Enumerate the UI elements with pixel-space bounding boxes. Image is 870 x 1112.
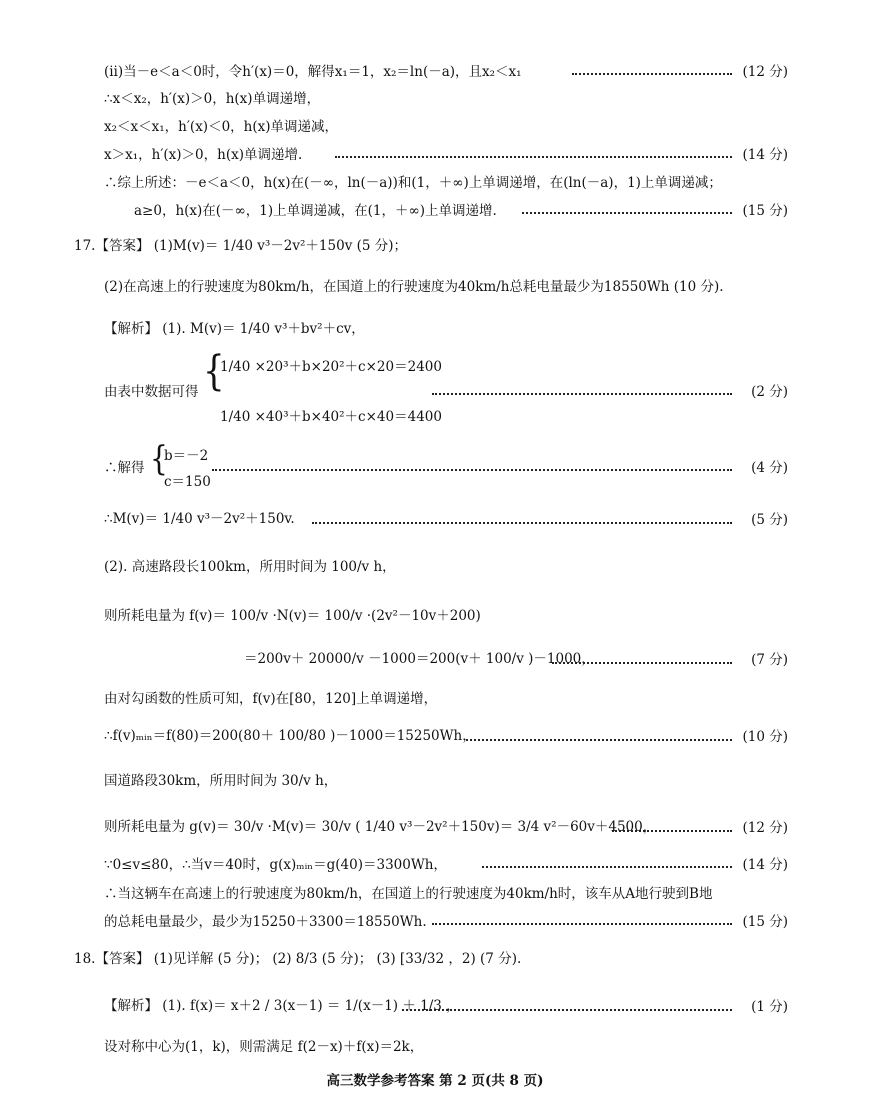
equation-text: b＝－2 [164,448,209,464]
equation-text: c＝150 [164,474,211,490]
line-case-ii [0,60,870,84]
dot-leader [402,1009,732,1011]
line-summary-1 [0,171,870,195]
score-label: (14 分) [742,147,788,163]
line-text: ＝200v＋ 20000/v －1000＝200(v＋ 100/v )－1000， [244,651,595,667]
line-text: 由对勾函数的性质可知，f(v)在[80，120]上单调递增， [104,691,438,707]
line-text: (2)在高速上的行驶速度为80km/h，在国道上的行驶速度为40km/h总耗电量最少为18550Wh (10 分). [104,279,724,295]
line-text: ∴解得 [104,460,145,476]
score-label: (7 分) [751,652,788,668]
national-road-time [0,762,870,802]
national-road-min [0,853,870,877]
score-label: (2 分) [751,384,788,400]
line-text: (ⅱ)当－e＜a＜0时，令h′(x)＝0，解得x₁＝1，x₂＝ln(－a)，且x₂＜x₁ [104,64,522,80]
equation-text: 1/40 ×20³＋b×20²＋c×20＝2400 [220,359,442,375]
equation-text: 1/40 ×40³＋b×40²＋c×40＝4400 [220,409,442,425]
symmetry-center [0,1035,870,1059]
q17-analysis-start [0,310,870,350]
line-text: 则所耗电量为 g(v)＝ 30/v ·M(v)＝ 30/v ( 1/40 v³－2v²＋150v)＝ 3/4 v²－60v＋4500， [104,819,657,835]
line-text: x₂＜x＜x₁，h′(x)＜0，h(x)单调递减， [104,119,339,135]
q18-answer [0,940,870,980]
conclusion-2 [0,910,870,934]
dot-leader [432,393,732,395]
dot-leader [612,830,732,832]
line-text: ∴x＜x₂，h′(x)＞0，h(x)单调递增， [104,91,321,107]
system-eq-1 [0,355,870,379]
line-text: ∴M(v)＝ 1/40 v³－2v²＋150v. [104,511,295,527]
dot-leader [312,522,732,524]
national-road-energy [0,808,870,848]
line-text: 的总耗电量最少，最少为15250＋3300＝18550Wh. [104,914,427,930]
dot-leader [552,662,732,664]
score-label: (10 分) [742,729,788,745]
line-text: ∴当这辆车在高速上的行驶速度为80km/h，在国道上的行驶速度为40km/h时，该车从A地行驶到B地 [104,886,713,902]
score-label: (12 分) [742,820,788,836]
highway-energy-simplified [0,640,870,680]
conclusion-1 [0,882,870,906]
highway-time [0,548,870,588]
line-text: 则所耗电量为 f(v)＝ 100/v ·N(v)＝ 100/v ·(2v²－10v＋200) [104,608,481,624]
line-text: a≥0，h(x)在(－∞，1)上单调递减，在(1，＋∞)上单调递增. [134,203,497,219]
line-text: 设对称中心为(1，k)，则需满足 f(2－x)＋f(x)＝2k， [104,1039,424,1055]
q17-answer [0,227,870,267]
solution-c [0,470,870,494]
score-label: (14 分) [742,857,788,873]
q18-analysis-start [0,987,870,1027]
line-text: 由表中数据可得 [104,384,199,400]
line-text: ∴综上所述：－e＜a＜0，h(x)在(－∞，ln(－a))和(1，＋∞)上单调递增，在(ln(－a)，1)上单调递减； [104,175,722,191]
score-label: (15 分) [742,914,788,930]
left-brace: { [150,438,168,479]
line-decrease [0,115,870,139]
line-text: 【解析】 (1). f(x)＝ x＋2 / 3(x－1) ＝ 1/(x－1) ＋ 1/3 ， [104,998,460,1014]
score-label: (4 分) [751,460,788,476]
score-label: (15 分) [742,203,788,219]
line-summary-2 [0,199,870,223]
dot-leader [522,212,732,214]
score-label: (5 分) [751,512,788,528]
line-text: 18.【答案】 (1)见详解 (5 分)； (2) 8/3 (5 分)； (3) [33/32 ，2) (7 分). [74,951,522,967]
monotonic-note [0,687,870,711]
left-brace: { [203,348,225,396]
system-intro-line [0,380,870,404]
mv-result [0,500,870,540]
system-eq-2 [0,405,870,429]
line-increase-1 [0,87,870,111]
dot-leader [432,923,732,925]
score-label: (12 分) [742,64,788,80]
line-text: 【解析】 (1). M(v)＝ 1/40 v³＋bv²＋cv， [104,321,365,337]
dot-leader [572,73,732,75]
page-footer: 高三数学参考答案 第 2 页(共 8 页) [326,1073,544,1089]
highway-energy [0,597,870,637]
line-text: ∵0≤v≤80，∴当v＝40时，g(x)ₘᵢₙ＝g(40)＝3300Wh， [104,857,447,873]
solution-b [0,444,870,468]
dot-leader [335,156,732,158]
q17-answer-part2 [0,275,870,299]
line-text: 17.【答案】 (1)M(v)＝ 1/40 v³－2v²＋150v (5 分)； [74,238,408,254]
dot-leader [466,739,732,741]
line-text: ∴f(v)ₘᵢₙ＝f(80)＝200(80＋ 100/80 )－1000＝15250Wh， [104,728,476,744]
dot-leader [482,866,732,868]
line-text: x＞x₁，h′(x)＞0，h(x)单调递增. [104,147,303,163]
highway-min [0,717,870,757]
line-text: 国道路段30km，所用时间为 30/v h， [104,773,338,789]
score-label: (1 分) [751,999,788,1015]
line-text: (2). 高速路段长100km，所用时间为 100/v h， [104,559,396,575]
line-increase-2 [0,143,870,167]
